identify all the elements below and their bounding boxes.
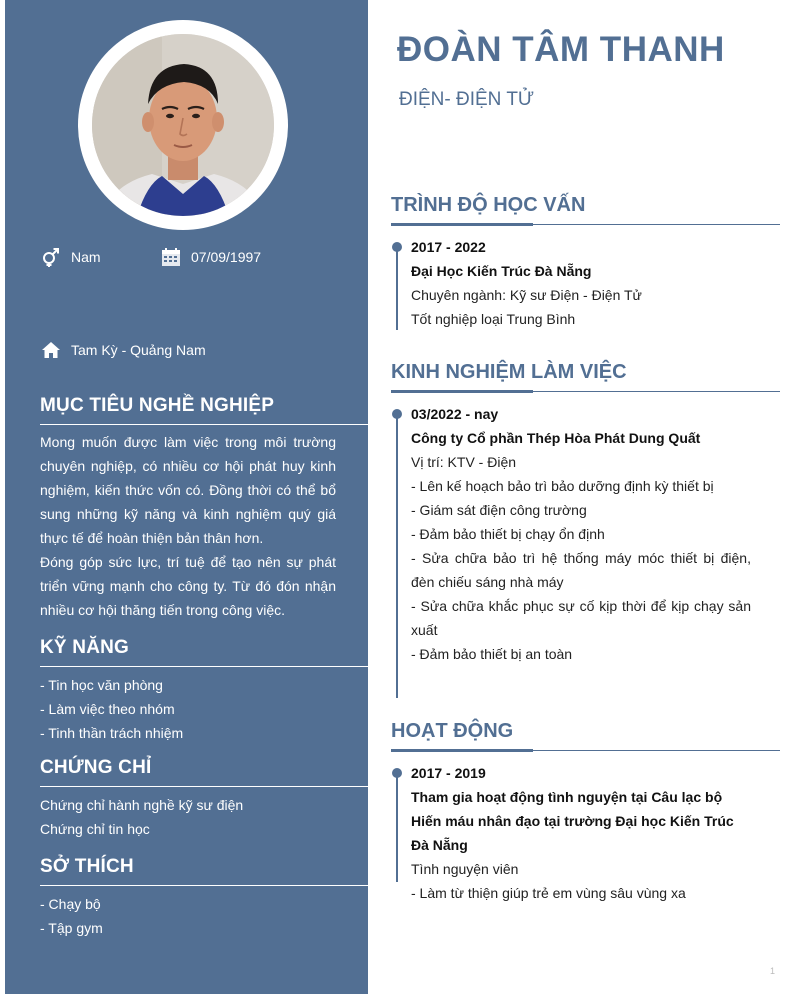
- experience-title: [391, 361, 780, 384]
- education-title: [391, 194, 780, 217]
- gender-icon: [40, 246, 62, 268]
- home-icon: [40, 339, 62, 361]
- timeline-dot: [392, 409, 402, 419]
- activities-role: Tình nguyện viên: [411, 861, 519, 877]
- list-item: - Tinh thần trách nhiệm: [40, 725, 184, 741]
- education-major: Chuyên ngành: Kỹ sư Điện - Điện Tử: [411, 287, 642, 303]
- page-number: 1: [770, 966, 776, 976]
- timeline-line: [396, 413, 398, 698]
- certificates-list: [40, 793, 340, 841]
- certificates-title: CHỨNG CHỈ: [40, 757, 368, 787]
- candidate-name: ĐOÀN TÂM THANH: [397, 30, 725, 69]
- section-divider: [391, 224, 780, 225]
- objective-text-2: Đóng góp sức lực, trí tuệ để tạo nên sự phát triển vững mạnh cho công ty. Từ đó đón nhận nhiều cơ hội thăng tiến trong công việc.: [40, 554, 336, 618]
- experience-period: 03/2022 - nay: [411, 406, 499, 422]
- duty-item: - Đảm bảo thiết bị chạy ổn định: [411, 526, 605, 542]
- list-item: - Chạy bộ: [40, 896, 101, 912]
- list-item: - Tập gym: [40, 920, 103, 936]
- list-item: Chứng chỉ tin học: [40, 821, 150, 837]
- hobbies-title: SỞ THÍCH: [40, 856, 368, 886]
- activities-title-text: HOẠT ĐỘNG: [391, 720, 514, 742]
- calendar-icon: [160, 246, 182, 268]
- objective-title: MỤC TIÊU NGHỀ NGHIỆP: [40, 395, 368, 425]
- duty-item: - Sửa chữa khắc phục sự cố kịp thời để kịp chạy sản xuất: [411, 598, 751, 638]
- experience-entry: [411, 402, 751, 666]
- candidate-role: ĐIỆN- ĐIỆN TỬ: [399, 89, 535, 110]
- timeline-line: [396, 772, 398, 882]
- skills-list: [40, 673, 340, 745]
- experience-title-text: KINH NGHIỆM LÀM VIỆC: [391, 361, 627, 383]
- address-row: [40, 339, 206, 361]
- duty-item: - Đảm bảo thiết bị an toàn: [411, 646, 573, 662]
- duty-item: - Lên kế hoạch bảo trì bảo dưỡng định kỳ thiết bị: [411, 478, 714, 494]
- activities-period: 2017 - 2019: [411, 765, 486, 781]
- education-school: Đại Học Kiến Trúc Đà Nẵng: [411, 263, 592, 279]
- gender-row: [40, 246, 101, 268]
- list-item: - Tin học văn phòng: [40, 677, 163, 693]
- list-item: - Làm việc theo nhóm: [40, 701, 175, 717]
- experience-company: Công ty Cổ phần Thép Hòa Phát Dung Quất: [411, 430, 701, 446]
- birthdate-row: [160, 246, 261, 268]
- gender-value: Nam: [71, 249, 101, 265]
- avatar-frame: [78, 20, 288, 230]
- timeline-line: [396, 246, 398, 330]
- timeline-dot: [392, 242, 402, 252]
- objective-text-1: Mong muốn được làm việc trong môi trường chuyên nghiệp, có nhiều cơ hội phát huy kinh nghiệm, kiến thức vốn có. Đồng thời có thể bổ sung những kỹ năng và kinh nghiệm quý giá thực tế để hoàn thiện bản thân hơn.: [40, 434, 336, 546]
- experience-position: Vị trí: KTV - Điện: [411, 454, 517, 470]
- section-divider: [391, 391, 780, 392]
- address-value: Tam Kỳ - Quảng Nam: [71, 342, 206, 358]
- skills-title: KỸ NĂNG: [40, 637, 368, 667]
- education-period: 2017 - 2022: [411, 239, 486, 255]
- activities-title: [391, 720, 780, 743]
- list-item: Chứng chỉ hành nghề kỹ sư điện: [40, 797, 244, 813]
- activities-name: Tham gia hoạt động tình nguyện tại Câu lạc bộ Hiến máu nhân đạo tại trường Đại học Kiến Trúc Đà Nẵng: [411, 789, 734, 853]
- sidebar: [5, 0, 368, 994]
- activities-detail: - Làm từ thiện giúp trẻ em vùng sâu vùng xa: [411, 885, 686, 901]
- hobbies-list: [40, 892, 340, 940]
- duty-item: - Giám sát điện công trường: [411, 502, 587, 518]
- education-entry: [411, 235, 751, 331]
- education-title-text: TRÌNH ĐỘ HỌC VẤN: [391, 194, 586, 216]
- birthdate-value: 07/09/1997: [191, 249, 262, 265]
- timeline-dot: [392, 768, 402, 778]
- section-divider: [391, 750, 780, 751]
- activities-entry: [411, 761, 751, 905]
- education-grade: Tốt nghiệp loại Trung Bình: [411, 311, 576, 327]
- avatar: [92, 34, 274, 216]
- duty-item: - Sửa chữa bảo trì hệ thống máy móc thiết bị điện, đèn chiếu sáng nhà máy: [411, 550, 751, 590]
